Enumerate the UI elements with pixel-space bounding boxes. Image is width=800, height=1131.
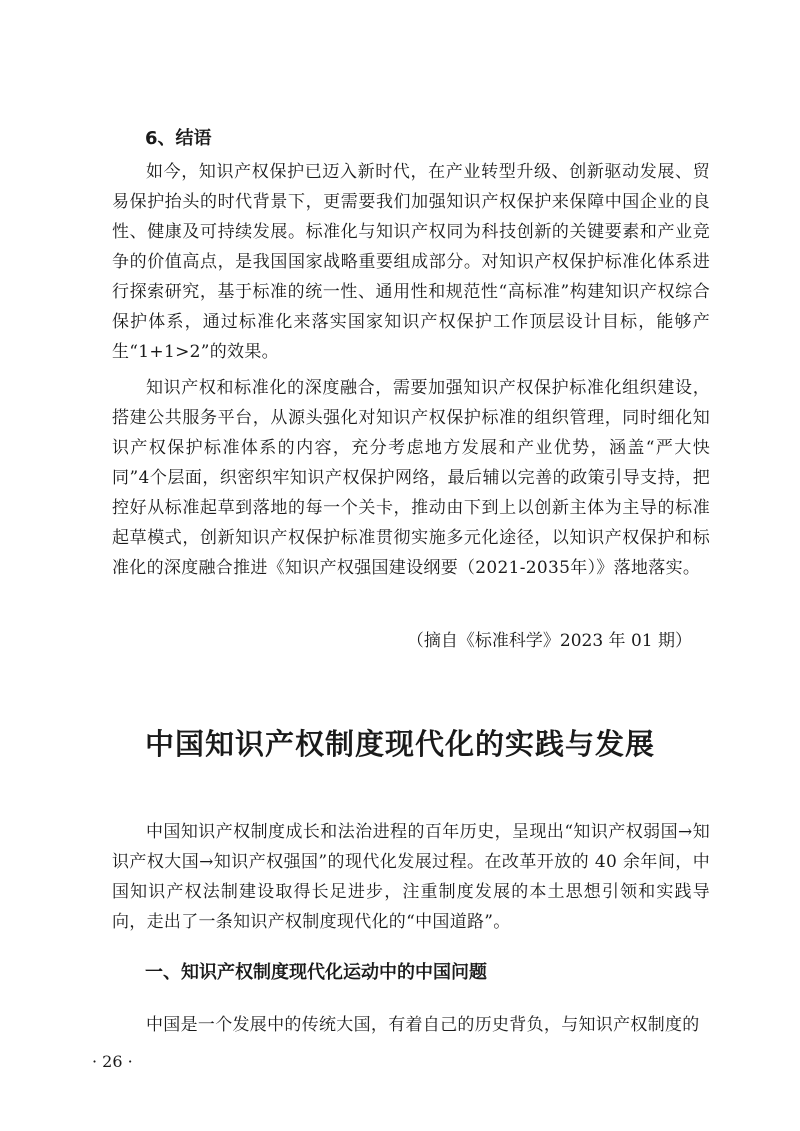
paragraph: 如今，知识产权保护已迈入新时代，在产业转型升级、创新驱动发展、贸易保护抬头的时代背景下，更需要我们加强知识产权保护来保障中国企业的良性、健康及可持续发展。标准化与知识产权同为科技创新的关键要素和产业竞争的价值高点，是我国国家战略重要组成部分。对知识产权保护标准化体系进行探索研究，基于标准的统一性、通用性和规范性“高标准”构建知识产权综合保护体系，通过标准化来落实国家知识产权保护工作顶层设计目标，能够产生“1+1>2”的效果。 [112, 162, 710, 362]
page-number: · 26 · [92, 1052, 133, 1071]
intro-paragraph: 中国知识产权制度成长和法治进程的百年历史，呈现出“知识产权弱国→知识产权大国→知识产权强国”的现代化发展过程。在改革开放的 40 余年间，中国知识产权法制建设取得长足进步，注重制度发展的本土思想引领和实践导向，走出了一条知识产权制度现代化的“中国道路”。 [112, 822, 710, 932]
subsection-heading: 一、知识产权制度现代化运动中的中国问题 [145, 962, 487, 983]
paragraph: 知识产权和标准化的深度融合，需要加强知识产权保护标准化组织建设，搭建公共服务平台，从源头强化对知识产权保护标准的组织管理，同时细化知识产权保护标准体系的内容，充分考虑地方发展和产业优势，涵盖“严大快同”4个层面，织密织牢知识产权保护网络，最后辅以完善的政策引导支持，把控好从标准起草到落地的每一个关卡，推动由下到上以创新主体为主导的标准起草模式，创新知识产权保护标准贯彻实施多元化途径，以知识产权保护和标准化的深度融合推进《知识产权强国建设纲要（2021-2035年）》落地落实。 [112, 378, 710, 578]
paragraph: 中国是一个发展中的传统大国，有着自己的历史背负，与知识产权制度的 [146, 1015, 700, 1035]
section-heading: 6、结语 [145, 128, 212, 149]
source-citation: （摘自《标准科学》2023 年 01 期） [406, 631, 692, 651]
article-title: 中国知识产权制度现代化的实践与发展 [144, 727, 655, 761]
